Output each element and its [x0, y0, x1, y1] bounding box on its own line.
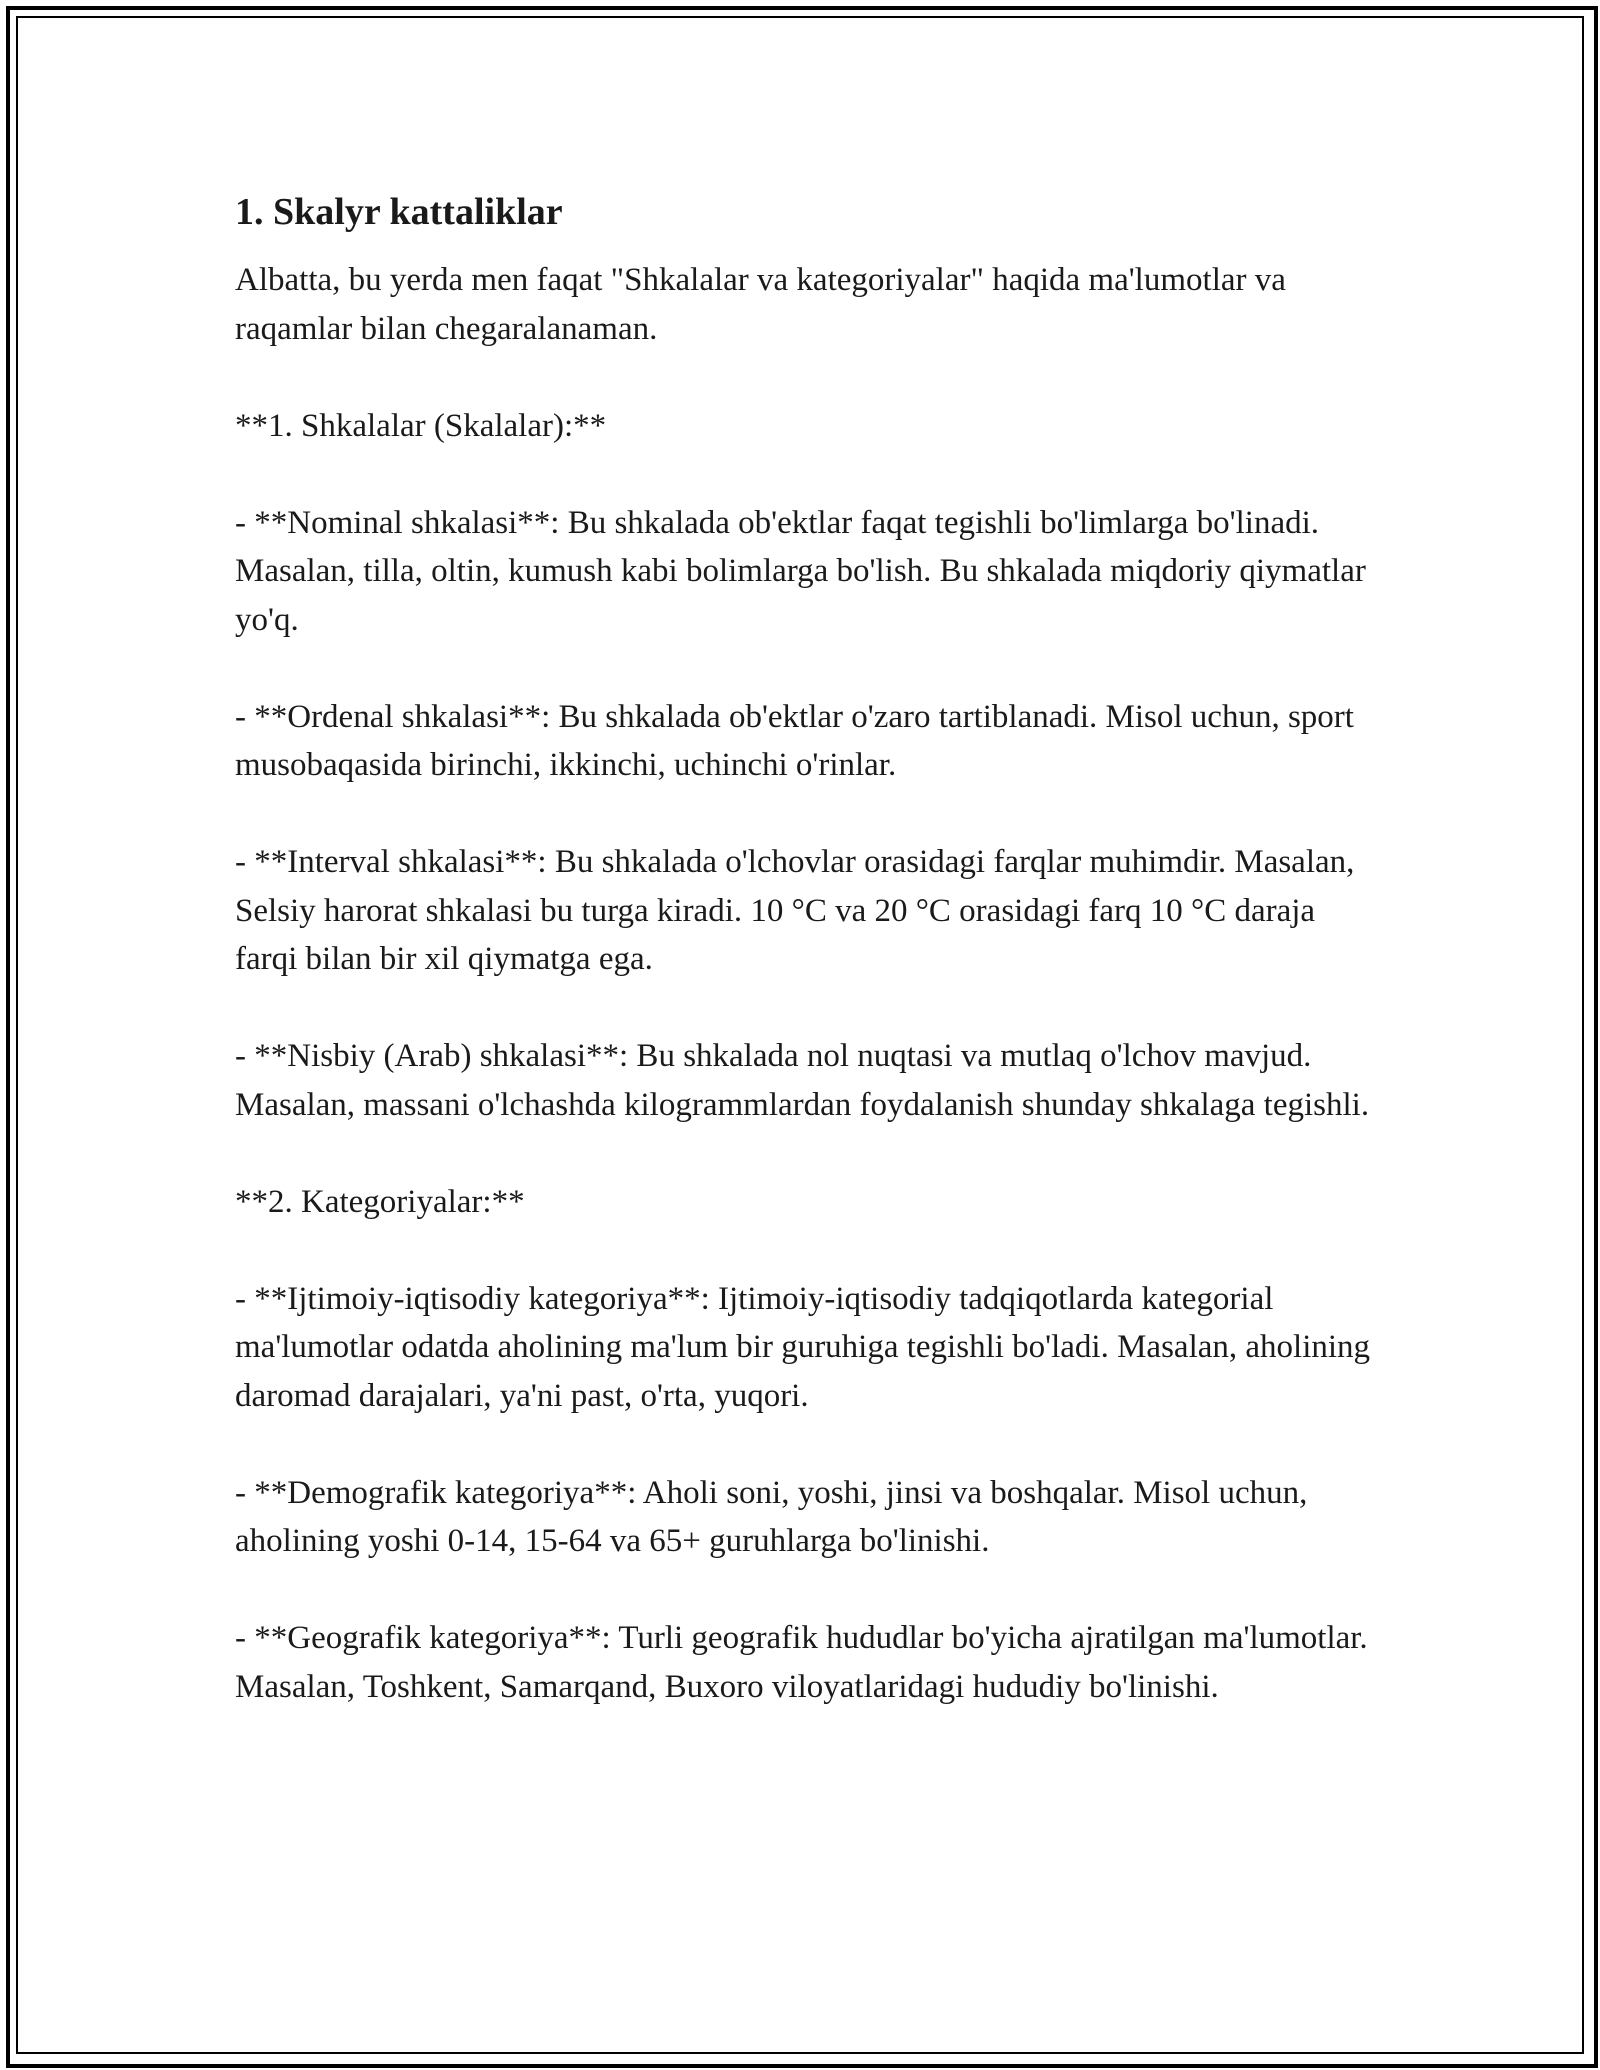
paragraph-demographic-category: - **Demografik kategoriya**: Aholi soni, yoshi, jinsi va boshqalar. Misol uchun, aholining yoshi 0-14, 15-64 va 65+ guruhlarga bo'linishi.	[235, 1474, 1308, 1559]
paragraph-nominal-scale: - **Nominal shkalasi**: Bu shkalada ob'ektlar faqat tegishli bo'limlarga bo'linadi. Masalan, tilla, oltin, kumush kabi bolimlarga bo'lish. Bu shkalada miqdoriy qiymatlar yo'q.	[235, 504, 1366, 638]
paragraph-interval-scale: - **Interval shkalasi**: Bu shkalada o'lchovlar orasidagi farqlar muhimdir. Masalan, Selsiy harorat shkalasi bu turga kiradi. 10 °C va 20 °C orasidagi farq 10 °C daraja farqi bilan bir xil qiymatga ega.	[235, 844, 1355, 977]
paragraph-intro: Albatta, bu yerda men faqat "Shkalalar va kategoriyalar" haqida ma'lumotlar va raqamlar bilan chegaralanaman.	[235, 262, 1286, 347]
paragraph-ratio-scale: - **Nisbiy (Arab) shkalasi**: Bu shkalada nol nuqtasi va mutlaq o'lchov mavjud. Masalan, massani o'lchashda kilogrammlardan foydalanish shunday shkalaga tegishli.	[235, 1038, 1370, 1123]
paragraph-ordinal-scale: - **Ordenal shkalasi**: Bu shkalada ob'ektlar o'zaro tartiblanadi. Misol uchun, sport musobaqasida birinchi, ikkinchi, uchinchi o'rinlar.	[235, 698, 1354, 783]
paragraph-section-scales: **1. Shkalalar (Skalalar):**	[235, 407, 607, 444]
document-title: 1. Skalyr kattaliklar	[235, 191, 563, 233]
paragraph-section-categories: **2. Kategoriyalar:**	[235, 1183, 525, 1220]
paragraph-geographic-category: - **Geografik kategoriya**: Turli geografik hududlar bo'yicha ajratilgan ma'lumotlar. Masalan, Toshkent, Samarqand, Buxoro viloyatlaridagi hududiy bo'linishi.	[235, 1620, 1368, 1705]
document-page	[235, 186, 1375, 1711]
paragraph-socioeconomic-category: - **Ijtimoiy-iqtisodiy kategoriya**: Ijtimoiy-iqtisodiy tadqiqotlarda kategorial ma'lumotlar odatda aholining ma'lum bir guruhiga tegishli bo'ladi. Masalan, aholining daromad darajalari, ya'ni past, o'rta, yuqori.	[235, 1280, 1371, 1414]
